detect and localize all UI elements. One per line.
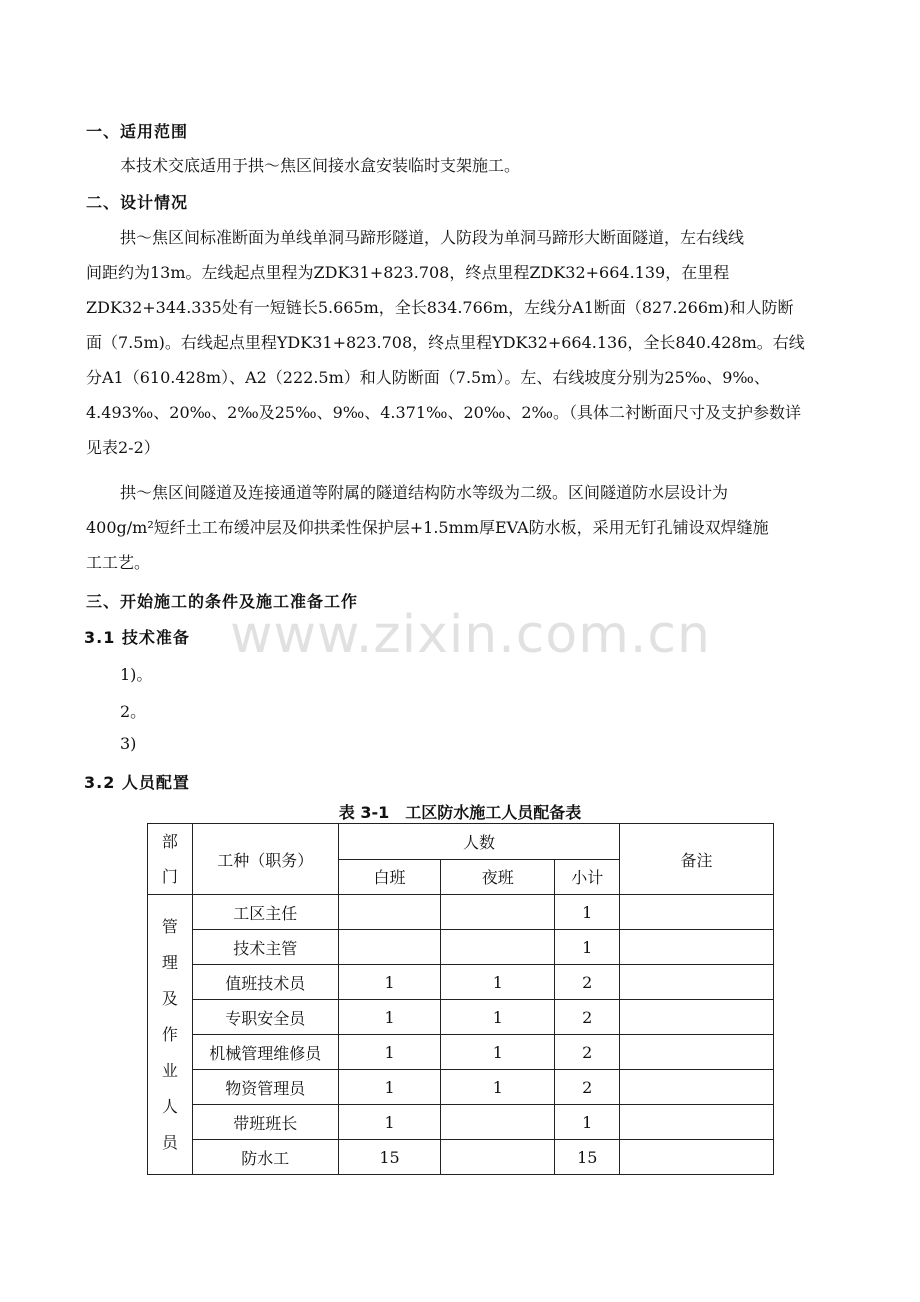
table-row: [148, 930, 774, 965]
night-cell: [441, 1140, 555, 1175]
night-cell: [441, 895, 555, 930]
dept-name-char: 业: [161, 1060, 178, 1080]
job-header: 工种（职务）: [192, 824, 338, 895]
night-cell: 1: [441, 965, 555, 1000]
paragraph-line: 4.493‰、20‰、2‰及25‰、9‰、4.371‰、20‰、2‰。（具体二衬断面尺寸及支护参数详: [86, 403, 801, 422]
dept-name-char: 理: [161, 952, 178, 972]
section-1-text: [86, 148, 846, 183]
job-cell: 物资管理员: [192, 1070, 338, 1105]
subtotal-cell: 15: [555, 1140, 620, 1175]
list-item: 3): [120, 734, 137, 753]
count-header: 人数: [338, 824, 619, 860]
subtotal-cell: 1: [555, 1105, 620, 1140]
night-cell: [441, 1105, 555, 1140]
day-cell: [338, 930, 440, 965]
dept-name-char: 员: [161, 1132, 178, 1152]
line-text: 拱～焦区间标准断面为单线单洞马蹄形隧道，人防段为单洞马蹄形大断面隧道，左右线线: [120, 228, 745, 247]
list-item: 2。: [120, 702, 147, 721]
remark-cell: [620, 1140, 774, 1175]
subtotal-cell: 2: [555, 1070, 620, 1105]
remark-cell: [620, 1105, 774, 1140]
job-cell: 值班技术员: [192, 965, 338, 1000]
remark-cell: [620, 1070, 774, 1105]
night-cell: [441, 930, 555, 965]
table-row: [148, 1070, 774, 1105]
night-cell: 1: [441, 1000, 555, 1035]
remark-cell: [620, 895, 774, 930]
remark-cell: [620, 1035, 774, 1070]
subtotal-cell: 2: [555, 965, 620, 1000]
section-3-heading: 三、开始施工的条件及施工准备工作: [86, 592, 359, 611]
watermark: www.zixin.com.cn: [230, 605, 711, 665]
job-cell: 带班班长: [192, 1105, 338, 1140]
dept-header-char: 门: [161, 867, 178, 886]
subtotal-cell: 2: [555, 1035, 620, 1070]
line-text: 拱～焦区间隧道及连接通道等附属的隧道结构防水等级为二级。区间隧道防水层设计为: [120, 483, 729, 502]
paragraph-line: 面（7.5m)。右线起点里程YDK31+823.708，终点里程YDK32+664.136，全长840.428m。右线: [86, 333, 805, 352]
remark-cell: [620, 965, 774, 1000]
table-caption: 表 3-1 工区防水施工人员配备表: [338, 803, 582, 822]
section-3-1-heading: 3.1 技术准备: [84, 628, 190, 647]
day-cell: 1: [338, 965, 440, 1000]
subtotal-header: 小计: [555, 859, 620, 895]
dept-name-char: 人: [161, 1096, 178, 1116]
table-row: [148, 895, 774, 930]
dept-header: [148, 824, 192, 894]
paragraph-line: 分A1（610.428m）、A2（222.5m）和人防断面（7.5m）。左、右线坡度分别为25‰、9‰、: [86, 368, 770, 387]
section-2-paragraph-1: [86, 220, 846, 465]
section-2-heading: 二、设计情况: [86, 193, 189, 212]
dept-name-char: 管: [161, 916, 178, 936]
paragraph-line: [86, 220, 846, 255]
paragraph-line: ZDK32+344.335处有一短链长5.665m，全长834.766m，左线分A1断面（827.266m)和人防断: [86, 298, 794, 317]
table-row: [148, 965, 774, 1000]
section-2-paragraph-2: [86, 475, 846, 580]
paragraph-line: 工工艺。: [86, 553, 151, 572]
day-cell: [338, 895, 440, 930]
section-1-text-content: 本技术交底适用于拱～焦区间接水盒安装临时支架施工。: [120, 156, 521, 175]
job-cell: 专职安全员: [192, 1000, 338, 1035]
dept-header-char: 部: [161, 832, 178, 851]
section-1-heading: 一、适用范围: [86, 122, 189, 141]
job-cell: 技术主管: [192, 930, 338, 965]
subtotal-cell: 1: [555, 930, 620, 965]
dept-header-cell: [148, 824, 193, 895]
day-cell: 15: [338, 1140, 440, 1175]
table-header-row: [148, 824, 774, 860]
job-cell: 工区主任: [192, 895, 338, 930]
paragraph-line: 间距约为13m。左线起点里程为ZDK31+823.708，终点里程ZDK32+664.139，在里程: [86, 263, 730, 282]
paragraph-line: [86, 475, 846, 510]
table-row: [148, 1035, 774, 1070]
subtotal-cell: 1: [555, 895, 620, 930]
table-row: [148, 1105, 774, 1140]
day-cell: 1: [338, 1070, 440, 1105]
night-header: 夜班: [441, 859, 555, 895]
dept-name-char: 作: [161, 1024, 178, 1044]
subtotal-cell: 2: [555, 1000, 620, 1035]
day-cell: 1: [338, 1105, 440, 1140]
night-cell: 1: [441, 1035, 555, 1070]
day-header: 白班: [338, 859, 440, 895]
table-row: [148, 1000, 774, 1035]
night-cell: 1: [441, 1070, 555, 1105]
job-cell: 防水工: [192, 1140, 338, 1175]
remark-header: 备注: [620, 824, 774, 895]
remark-cell: [620, 1000, 774, 1035]
section-3-2-heading: 3.2 人员配置: [84, 773, 190, 792]
table-row: [148, 1140, 774, 1175]
dept-name: [148, 909, 192, 1161]
list-item: 1)。: [120, 665, 153, 684]
job-cell: 机械管理维修员: [192, 1035, 338, 1070]
staff-table: [147, 823, 774, 1175]
day-cell: 1: [338, 1035, 440, 1070]
day-cell: 1: [338, 1000, 440, 1035]
dept-name-char: 及: [161, 988, 178, 1008]
dept-name-cell: [148, 895, 193, 1175]
paragraph-line: 400g/m²短纤土工布缓冲层及仰拱柔性保护层+1.5mm厚EVA防水板，采用无钉孔铺设双焊缝施: [86, 518, 769, 537]
remark-cell: [620, 930, 774, 965]
paragraph-line: 见表2-2）: [86, 438, 160, 457]
